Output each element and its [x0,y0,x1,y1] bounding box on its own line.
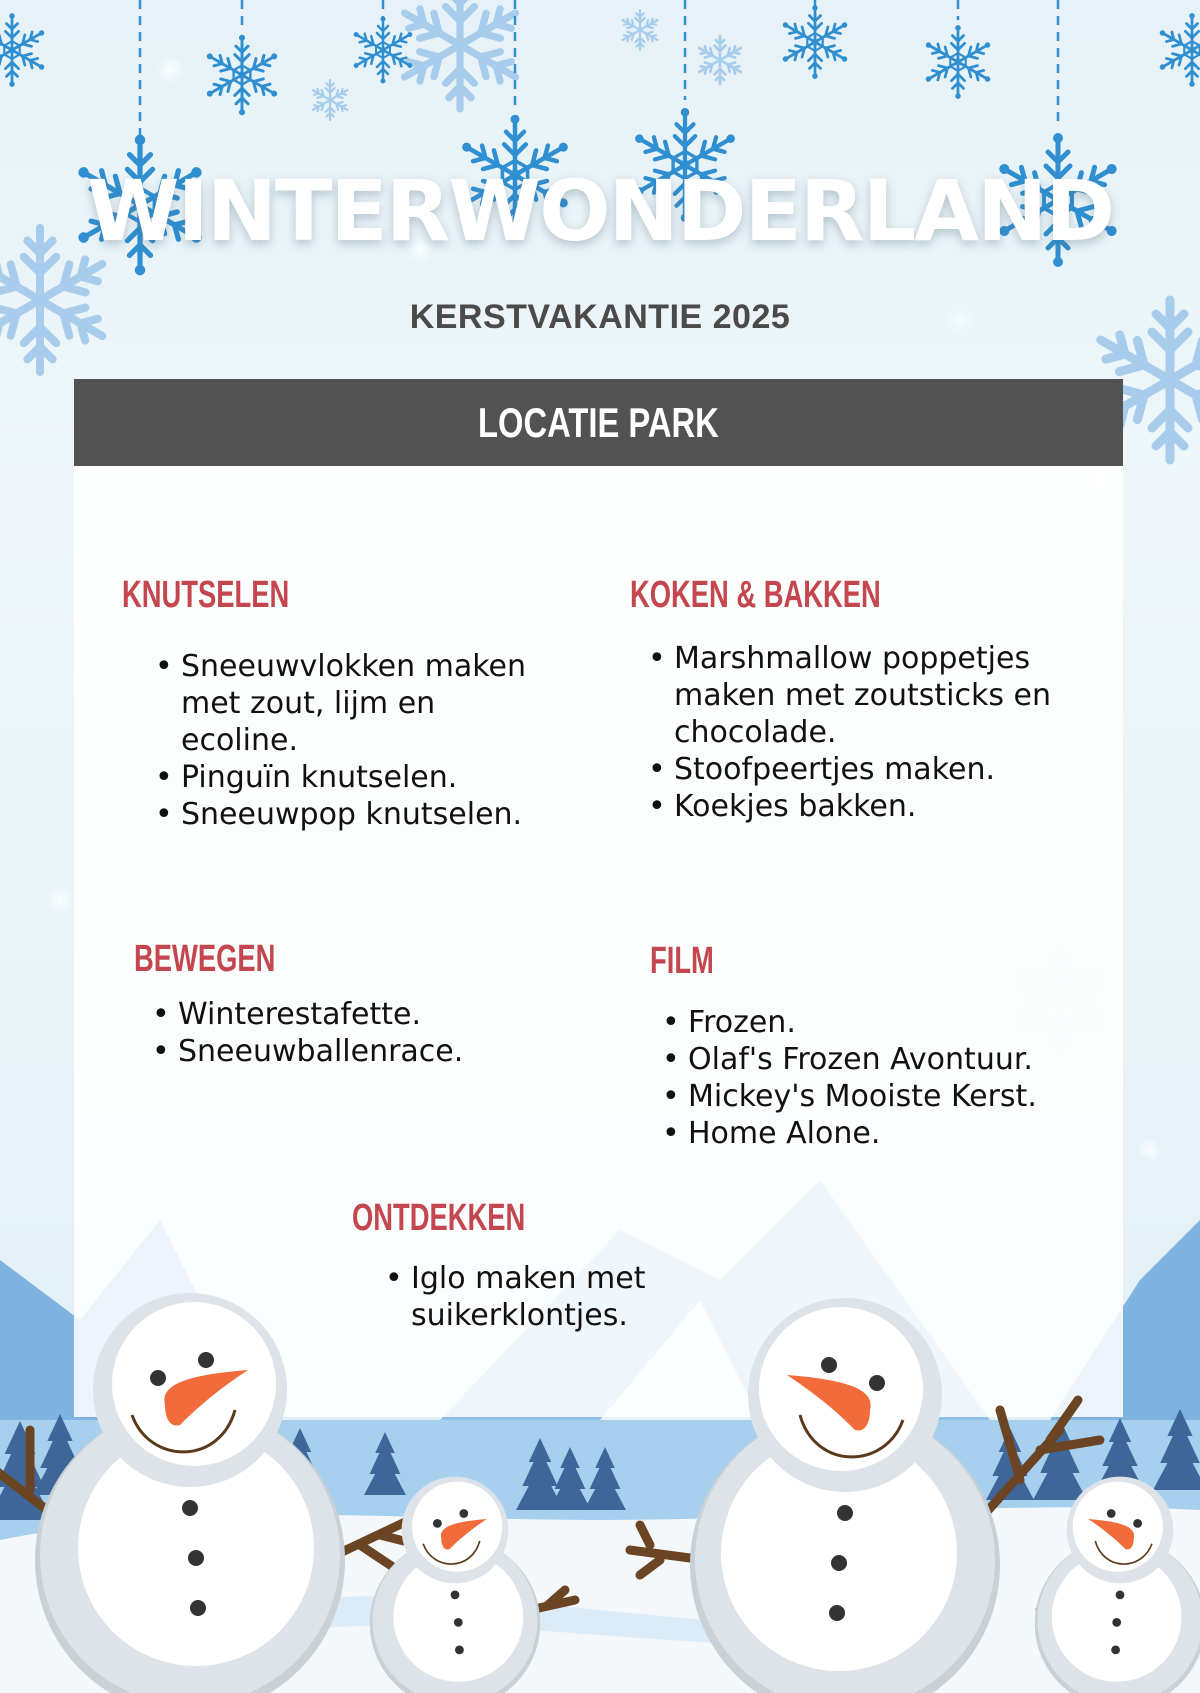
list-item: • Sneeuwvlokken maken met zout, lijm en ecoline. [155,648,545,759]
list-item: • Winterestafette. [152,996,552,1033]
section-title-bewegen: BEWEGEN [134,938,276,980]
page-subtitle: KERSTVAKANTIE 2025 [409,298,791,336]
list-item: • Sneeuwpop knutselen. [155,796,545,833]
snowman-icon [1035,1477,1200,1693]
list-item: • Koekjes bakken. [648,788,1068,825]
list-item: • Iglo maken met suikerklontjes. [385,1260,675,1334]
page-title: WINTERWONDERLAND [86,162,1114,260]
snowman-icon [35,1293,345,1693]
snowman-icon [690,1298,1000,1693]
list-item: • Marshmallow poppetjes maken met zoutsticks en chocolade. [648,640,1068,751]
list-item: • Olaf's Frozen Avontuur. [662,1041,1092,1078]
section-title-ontdekken: ONTDEKKEN [352,1197,526,1239]
list-item: • Mickey's Mooiste Kerst. [662,1078,1092,1115]
section-title-film: FILM [650,940,714,982]
list-item: • Stoofpeertjes maken. [648,751,1068,788]
list-item: • Pinguïn knutselen. [155,759,545,796]
location-label: LOCATIE PARK [478,398,719,446]
snowman-icon [370,1477,541,1693]
list-item: • Frozen. [662,1004,1092,1041]
section-title-knutselen: KNUTSELEN [122,574,290,616]
list-item: • Home Alone. [662,1115,1092,1152]
list-item: • Sneeuwballenrace. [152,1033,552,1070]
section-title-koken-bakken: KOKEN & BAKKEN [630,574,881,616]
